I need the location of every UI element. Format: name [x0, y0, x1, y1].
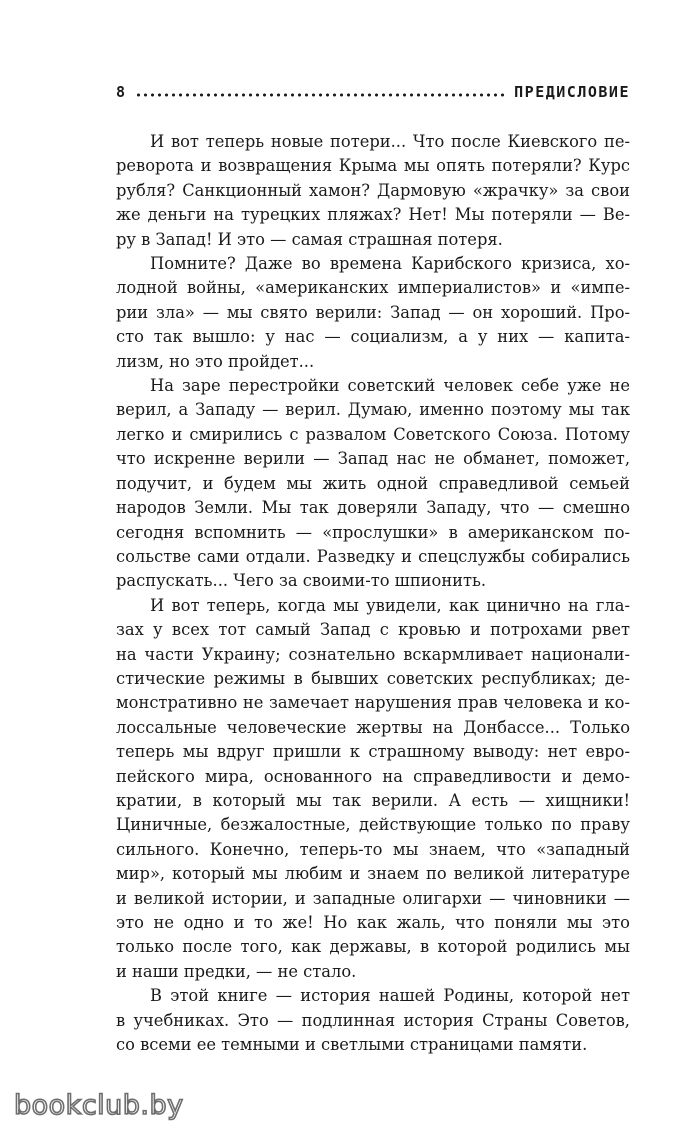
text-line: сто так вышло: у нас — социализм, а у них — капита-: [116, 327, 630, 347]
text-line: и наши предки, — не стало.: [116, 961, 357, 981]
text-line: И вот теперь новые потери... Что после Киевского пе-: [150, 132, 630, 151]
text-line: На заре перестройки советский человек себе уже не: [150, 376, 630, 396]
text-line: Циничные, безжалостные, действующие только по праву: [116, 815, 630, 835]
text-line: сегодня вспомнить — «прослушки» в американском по-: [116, 522, 630, 542]
text-line: что искренне верили — Запад нас не обманет, поможет,: [116, 449, 630, 469]
text-line: подучит, и будем мы жить одной справедливой семьей: [116, 473, 630, 493]
text-line: верил, а Западу — верил. Думаю, именно поэтому мы так: [116, 400, 630, 420]
text-line: рии зла» — мы свято верили: Запад — он хороший. Про-: [116, 302, 630, 322]
page-number: 8: [116, 83, 126, 101]
paragraph: [116, 594, 630, 985]
text-line: Помните? Даже во времена Карибского кризиса, хо-: [150, 254, 630, 274]
text-line: же деньги на турецких пляжах? Нет! Мы потеряли — Ве-: [116, 205, 630, 225]
running-header: [116, 80, 630, 104]
body-text: [116, 130, 630, 1057]
text-line: сольстве сами отдали. Разведку и спецслужбы собирались: [116, 546, 630, 566]
text-line: и великой истории, и западные олигархи — чиновники —: [116, 888, 630, 908]
text-line: только после того, как державы, в которой родились мы: [116, 937, 630, 957]
text-line: пейского мира, основанного на справедливости и демо-: [116, 766, 630, 786]
text-line: со всеми ее темными и светлыми страницами памяти.: [116, 1035, 588, 1055]
text-line: в учебниках. Это — подлинная история Страны Советов,: [116, 1010, 630, 1030]
text-line: лоссальные человеческие жертвы на Донбассе... Только: [116, 717, 630, 737]
text-line: это не одно и то же! Но как жаль, что поняли мы это: [116, 913, 630, 932]
watermark-logo: bookclub.by: [14, 1090, 184, 1121]
paragraph: [116, 130, 630, 252]
text-line: реворота и возвращения Крыма мы опять потеряли? Курс: [116, 156, 630, 176]
text-line: кратии, в который мы так верили. А есть — хищники!: [116, 790, 630, 810]
paragraph: [116, 984, 630, 1057]
text-line: легко и смирились с развалом Советского Союза. Потому: [116, 424, 630, 444]
text-line: мир», который мы любим и знаем по великой литературе: [116, 864, 630, 884]
paragraph: [116, 252, 630, 374]
text-line: стические режимы в бывших советских республиках; де-: [116, 668, 630, 688]
dot-leader: [135, 93, 504, 97]
text-line: рубля? Санкционный хамон? Дармовую «жрачку» за свои: [116, 180, 630, 200]
section-title: ПРЕДИСЛОВИЕ: [514, 83, 630, 101]
text-line: ру в Запад! И это — самая страшная потеря.: [116, 229, 503, 249]
text-line: лизм, но это пройдет...: [116, 351, 315, 371]
text-line: В этой книге — история нашей Родины, которой нет: [150, 986, 630, 1006]
text-line: монстративно не замечает нарушения прав человека и ко-: [116, 693, 630, 713]
paragraph: [116, 374, 630, 594]
text-line: народов Земли. Мы так доверяли Западу, что — смешно: [116, 498, 630, 518]
text-line: сильного. Конечно, теперь-то мы знаем, что «западный: [116, 839, 630, 859]
text-line: распускать... Чего за своими-то шпионить.: [116, 571, 487, 591]
text-line: зах у всех тот самый Запад с кровью и потрохами рвет: [116, 620, 630, 640]
text-line: лодной войны, «американских империалистов» и «импе-: [116, 278, 630, 298]
text-line: на части Украину; сознательно вскармливает национали-: [116, 644, 630, 664]
text-line: теперь мы вдруг пришли к страшному выводу: нет евро-: [116, 742, 630, 762]
text-line: И вот теперь, когда мы увидели, как цинично на гла-: [150, 595, 630, 615]
